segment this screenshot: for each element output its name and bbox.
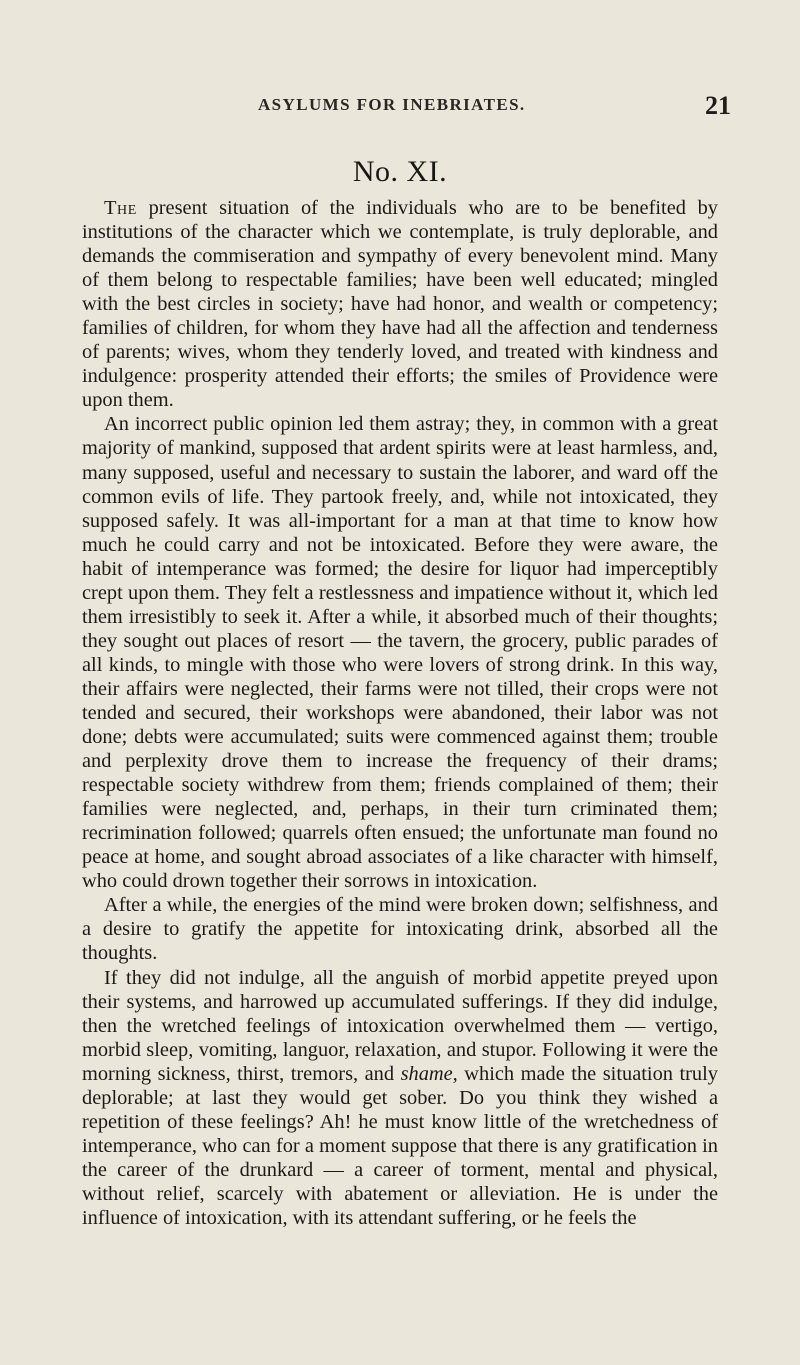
paragraph-3: After a while, the energies of the mind were broken down; selfishness, and a desire to gratify the appetite for intoxicating drink, absorbed all the thoughts. — [82, 894, 718, 965]
drop-word: The — [104, 197, 137, 219]
paragraph-4 — [82, 966, 718, 1231]
paragraph-4-emphasis: shame, — [400, 1062, 458, 1085]
paragraph-4-text-b: which made the situation truly deplorable; at last they would get sober. Do you think they wished a repetition of these feelings? Ah! he must know little of the wretchedness of intemperance, who can for a moment suppose that there is any gratification in the career of the drunkard — a career of torment, mental and physical, without relief, scarcely with abatement or alleviation. He is under the influence of intoxication, with its attendant suffering, or he feels the — [82, 1062, 718, 1229]
paragraph-1-text: present situation of the individuals who are to be benefited by institutions of the character which we contemplate, is truly deplorable, and demands the commiseration and sympathy of every benevolent mind. Many of them belong to respectable families; have been well educated; mingled with the best circles in society; have had honor, and wealth or competency; families of children, for whom they have had all the affection and tenderness of parents; wives, whom they tenderly loved, and treated with kindness and indulgence: prosperity attended their efforts; the smiles of Providence were upon them. — [82, 197, 718, 412]
running-title: ASYLUMS FOR INEBRIATES. — [258, 95, 526, 114]
paragraph-1 — [82, 196, 718, 412]
body-text — [82, 196, 718, 1230]
paragraph-2: An incorrect public opinion led them astray; they, in common with a great majority of mankind, supposed that ardent spirits were at least harmless, and, many supposed, useful and necessary to sustain the laborer, and ward off the common evils of life. They partook freely, and, while not intoxicated, they supposed safely. It was all-important for a man at that time to know how much he could carry and not be intoxicated. Before they were aware, the habit of intemperance was formed; the desire for liquor had imperceptibly crept upon them. They felt a restlessness and impatience without it, which led them irresistibly to seek it. After a while, it absorbed much of their thoughts; they sought out places of resort — the tavern, the grocery, public parades of all kinds, to mingle with those who were lovers of strong drink. In this way, their affairs were neglected, their farms were not tilled, their crops were not tended and secured, their workshops were abandoned, their labor was not done; debts were accumulated; suits were commenced against them; trouble and perplexity drove them to increase the frequency of their drams; respectable society withdrew from them; friends complained of them; their families were neglected, and, perhaps, in their turn criminated them; recrimination followed; quarrels often ensued; the unfortunate man found no peace at home, and sought abroad associates of a like character with himself, who could drown together their sorrows in intoxication. — [82, 413, 718, 893]
page-number: 21 — [705, 91, 731, 120]
running-head — [0, 93, 800, 123]
paragraph-4-text-a: If they did not indulge, all the anguish of morbid appetite preyed upon their systems, and harrowed up accumulated sufferings. If they did indulge, then the wretched feelings of intoxication overwhelmed them — vertigo, morbid sleep, vomiting, languor, relaxation, and stupor. Following it were the morning sickness, thirst, tremors, and — [82, 966, 718, 1085]
section-heading: No. XI. — [352, 155, 448, 188]
